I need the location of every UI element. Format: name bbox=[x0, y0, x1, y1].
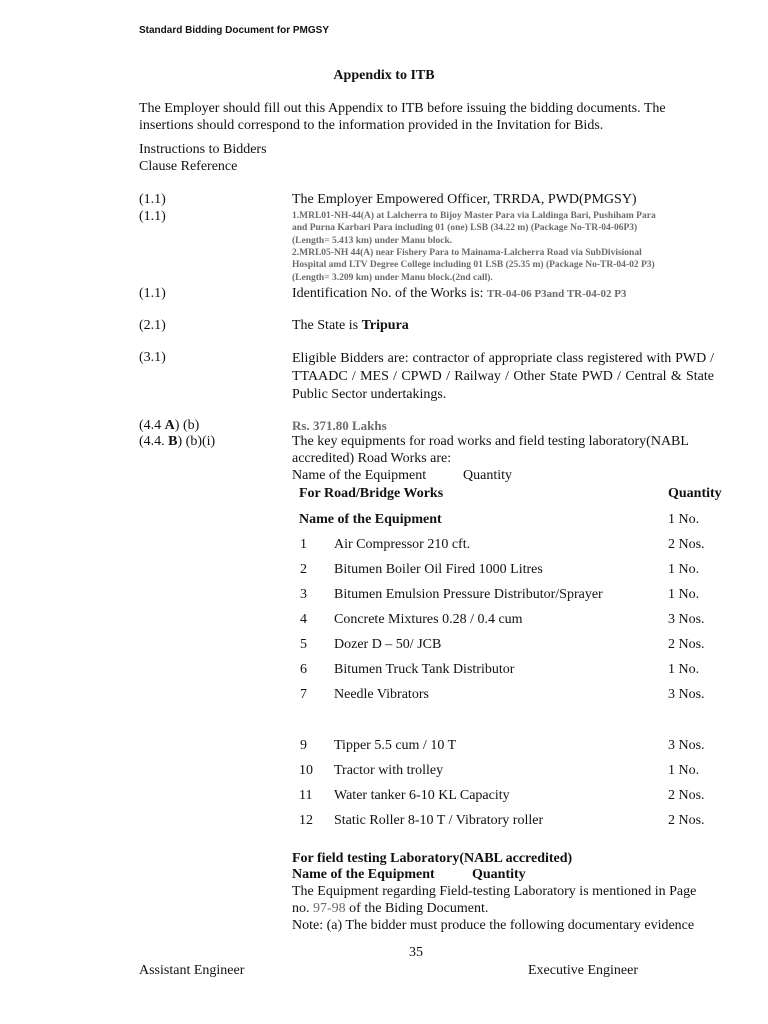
equipment-name: Water tanker 6-10 KL Capacity bbox=[334, 788, 510, 803]
clause-ref-part: (4.4. bbox=[139, 434, 169, 449]
row-number: 2 bbox=[300, 562, 307, 577]
equipment-quantity: 2 Nos. bbox=[668, 537, 705, 552]
assistant-engineer-signature: Assistant Engineer bbox=[139, 963, 245, 978]
row-number: 4 bbox=[300, 612, 307, 627]
lab-line-1: The Equipment regarding Field-testing Laboratory is mentioned in Page bbox=[292, 884, 697, 899]
lab-line-2-start: no. bbox=[292, 901, 313, 916]
equipment-quantity: 3 Nos. bbox=[668, 687, 705, 702]
equipment-name: Bitumen Boiler Oil Fired 1000 Litres bbox=[334, 562, 543, 577]
row-number: 1 bbox=[300, 537, 307, 552]
road-bridge-works-heading: For Road/Bridge Works bbox=[299, 486, 444, 501]
equipment-quantity: 1 No. bbox=[668, 562, 700, 577]
name-of-equipment-heading: Name of the Equipment bbox=[299, 512, 442, 527]
heading-quantity-value: 1 No. bbox=[668, 512, 700, 527]
equipment-quantity: 1 No. bbox=[668, 763, 700, 778]
row-number: 10 bbox=[299, 763, 313, 778]
key-equipment-line-2: accredited) Road Works are: bbox=[292, 451, 452, 466]
equipment-name: Needle Vibrators bbox=[334, 687, 429, 702]
employer-text: The Employer Empowered Officer, TRRDA, PWD(PMGSY) bbox=[292, 192, 637, 207]
works-line: and Purna Karbari Para including 01 (one) LSB (34.22 m) (Package No-TR-04-06P3) bbox=[292, 223, 638, 233]
clause-ref bbox=[139, 418, 199, 434]
equipment-name: Bitumen Emulsion Pressure Distributor/Sprayer bbox=[334, 587, 603, 602]
clause-ref-part: (4.4 bbox=[139, 418, 165, 433]
lab-heading: For field testing Laboratory(NABL accredited) bbox=[292, 851, 573, 866]
row-number: 7 bbox=[300, 687, 307, 702]
clause-reference-heading: Clause Reference bbox=[139, 159, 238, 174]
clause-ref-part: B bbox=[168, 434, 178, 449]
works-line: (Length= 5.413 km) under Manu block. bbox=[292, 236, 453, 246]
equipment-quantity: 1 No. bbox=[668, 587, 700, 602]
state-label: The State is bbox=[292, 318, 362, 333]
intro-line-2: insertions should correspond to the information provided in the Invitation for Bids. bbox=[139, 118, 604, 133]
identification-label: Identification No. of the Works is: bbox=[292, 286, 487, 301]
key-equipment-line-1: The key equipments for road works and field testing laboratory(NABL bbox=[292, 434, 689, 449]
works-line: Hospital amd LTV Degree College including 01 LSB (25.35 m) (Package No-TR-04-02 P3) bbox=[292, 260, 655, 270]
identification-line bbox=[292, 286, 626, 302]
equipment-name: Tractor with trolley bbox=[334, 763, 444, 778]
row-number: 3 bbox=[300, 587, 307, 602]
clause-ref: (2.1) bbox=[139, 318, 166, 333]
page-title: Appendix to ITB bbox=[333, 68, 435, 83]
clause-ref: (1.1) bbox=[139, 286, 166, 301]
page-number: 35 bbox=[409, 945, 423, 960]
row-number: 9 bbox=[300, 738, 307, 753]
equipment-name: Air Compressor 210 cft. bbox=[334, 537, 471, 552]
equipment-quantity: 2 Nos. bbox=[668, 813, 705, 828]
instructions-heading: Instructions to Bidders bbox=[139, 142, 267, 157]
equipment-quantity: 2 Nos. bbox=[668, 637, 705, 652]
works-line: 2.MRL05-NH 44(A) near Fishery Para to Mainama-Lalcherra Road via SubDivisional bbox=[292, 248, 642, 258]
state-line bbox=[292, 318, 409, 334]
equipment-name: Static Roller 8-10 T / Vibratory roller bbox=[334, 813, 544, 828]
equipment-name: Bitumen Truck Tank Distributor bbox=[334, 662, 515, 677]
lab-line-2 bbox=[292, 901, 488, 917]
clause-ref-part: ) (b)(i) bbox=[177, 434, 216, 449]
identification-value: TR-04-06 P3and TR-04-02 P3 bbox=[486, 288, 627, 300]
lab-line-2-end: of the Biding Document. bbox=[345, 901, 489, 916]
eligible-bidders-text: Eligible Bidders are: contractor of appropriate class registered with PWD / TTAADC / MES / CPWD / Railway / Other State PWD / Central & State Public Sector undertakings. bbox=[292, 351, 714, 402]
intro-line-1: The Employer should fill out this Appendix to ITB before issuing the bidding documents. The bbox=[139, 101, 666, 116]
works-line: (Length= 3.209 km) under Manu block.(2nd call). bbox=[292, 273, 493, 283]
equipment-quantity-heading: Quantity bbox=[463, 468, 512, 483]
equipment-name: Concrete Mixtures 0.28 / 0.4 cum bbox=[334, 612, 523, 627]
equipment-quantity: 3 Nos. bbox=[668, 612, 705, 627]
clause-ref bbox=[139, 434, 215, 450]
equipment-quantity: 3 Nos. bbox=[668, 738, 705, 753]
clause-ref-part: ) (b) bbox=[174, 418, 200, 433]
quantity-heading: Quantity bbox=[668, 486, 722, 501]
executive-engineer-signature: Executive Engineer bbox=[528, 963, 639, 978]
row-number: 6 bbox=[300, 662, 307, 677]
equipment-name: Tipper 5.5 cum / 10 T bbox=[334, 738, 457, 753]
equipment-quantity: 1 No. bbox=[668, 662, 700, 677]
lab-page-numbers: 97-98 bbox=[313, 901, 346, 916]
lab-note: Note: (a) The bidder must produce the following documentary evidence bbox=[292, 918, 695, 933]
clause-ref: (1.1) bbox=[139, 192, 166, 207]
equipment-name-heading: Name of the Equipment bbox=[292, 468, 427, 483]
lab-quantity-heading: Quantity bbox=[472, 867, 526, 882]
clause-ref: (3.1) bbox=[139, 350, 166, 365]
row-number: 5 bbox=[300, 637, 307, 652]
state-value: Tripura bbox=[361, 318, 409, 333]
clause-ref: (1.1) bbox=[139, 209, 166, 224]
equipment-name: Dozer D – 50/ JCB bbox=[334, 637, 442, 652]
row-number: 12 bbox=[299, 813, 313, 828]
works-line: 1.MRL01-NH-44(A) at Lalcherra to Bijoy Master Para via Laldinga Bari, Pushiham Para bbox=[292, 211, 656, 221]
turnover-value: Rs. 371.80 Lakhs bbox=[292, 418, 387, 433]
equipment-quantity: 2 Nos. bbox=[668, 788, 705, 803]
document-header: Standard Bidding Document for PMGSY bbox=[139, 25, 330, 36]
lab-name-heading: Name of the Equipment bbox=[292, 867, 435, 882]
clause-ref-part: A bbox=[164, 418, 175, 433]
row-number: 11 bbox=[299, 788, 313, 803]
